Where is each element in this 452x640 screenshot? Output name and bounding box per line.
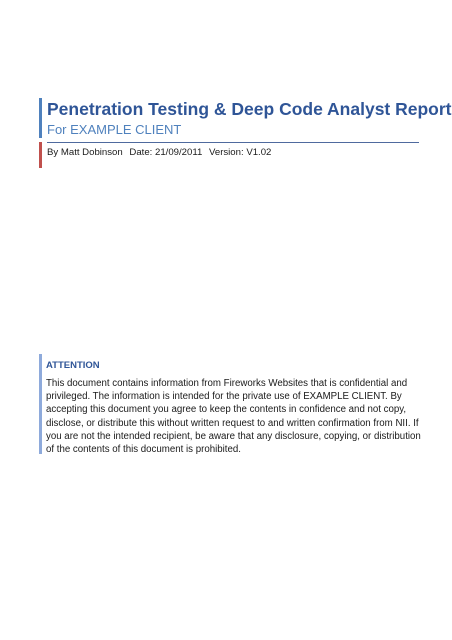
attention-block — [39, 354, 429, 456]
byline-date: Date: 21/09/2011 — [129, 147, 203, 158]
document-title: Penetration Testing & Deep Code Analyst Report — [47, 99, 452, 119]
byline-accent-bar — [39, 142, 42, 168]
attention-body: This document contains information from Fireworks Websites that is confidential and privileged. The information is intended for the private use of EXAMPLE CLIENT. By accepting this document you agree to keep the contents in confidence and not copy, disclose, or distribute this without written request to and written confirmation from NII. If you are not the intended recipient, be aware that any disclosure, copying, or distribution of the contents of this document is prohibited. — [46, 378, 421, 456]
title-block — [39, 98, 452, 158]
document-subtitle: For EXAMPLE CLIENT — [47, 122, 182, 137]
title-accent-bar — [39, 98, 42, 138]
attention-heading: ATTENTION — [46, 360, 100, 371]
attention-accent-bar — [39, 354, 42, 454]
title-divider — [47, 142, 419, 143]
byline-version: Version: V1.02 — [208, 147, 272, 158]
byline-author: By Matt Dobinson — [47, 147, 123, 158]
byline — [47, 146, 275, 159]
